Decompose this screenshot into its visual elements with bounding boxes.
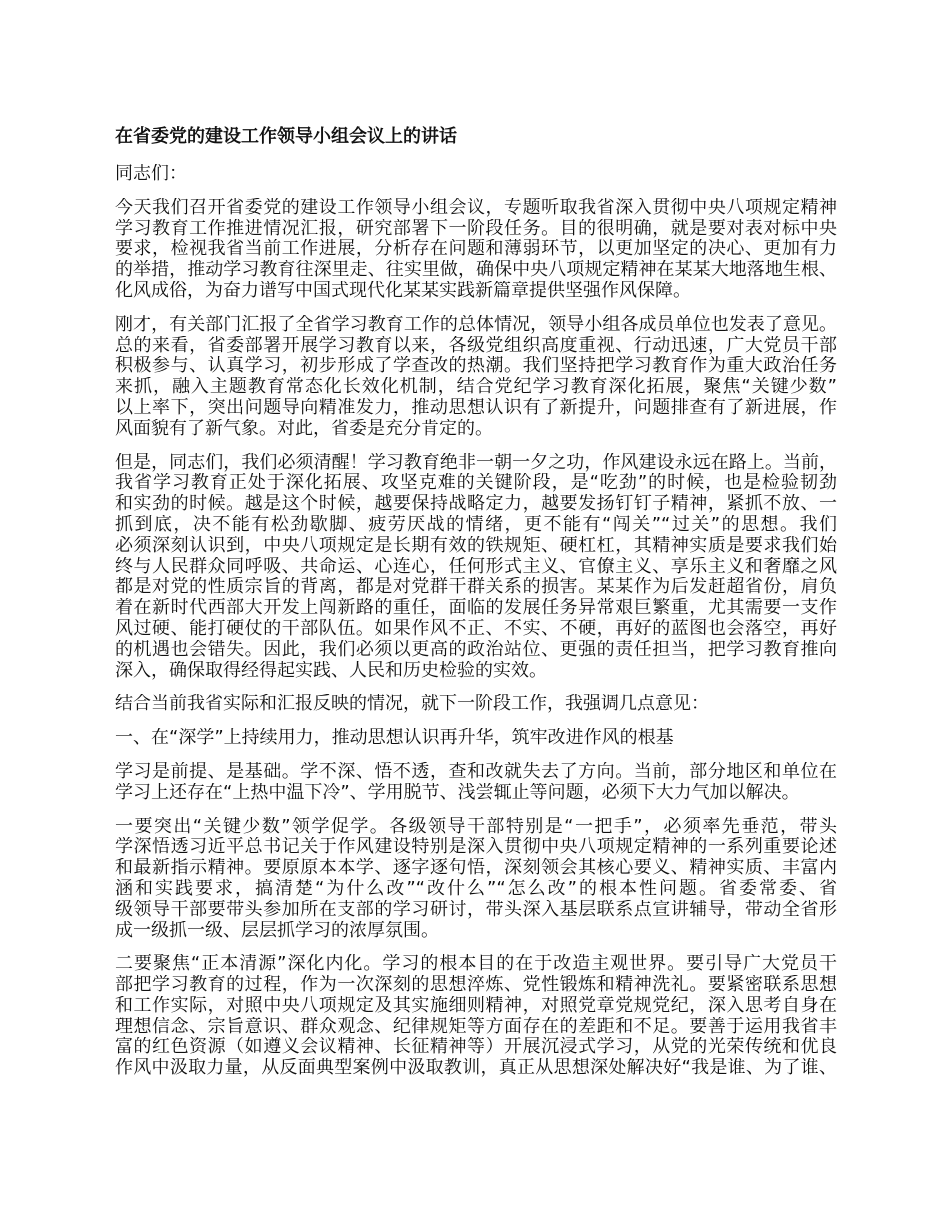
- paragraph-line: 都是对党的性质宗旨的背离，都是对党群干群关系的损害。某某作为后发赶超省份，肩负: [115, 577, 837, 598]
- paragraph-line: 要求，检视我省当前工作进展，分析存在问题和薄弱环节，以更加坚定的决心、更加有力: [115, 239, 837, 260]
- paragraph-line: 终与人民群众同呼吸、共命运、心连心，任何形式主义、官僚主义、享乐主义和奢靡之风: [115, 556, 837, 577]
- paragraph-line: 理想信念、宗旨意识、群众观念、纪律规矩等方面存在的差距和不足。要善于运用我省丰: [115, 1016, 837, 1037]
- paragraph-line: 和最新指示精神。要原原本本学、逐字逐句悟，深刻领会其核心要义、精神实质、丰富内: [115, 858, 837, 879]
- paragraph-line: 的机遇也会错失。因此，我们必须以更高的政治站位、更强的责任担当，把学习教育推向: [115, 639, 837, 660]
- paragraph-line: 作风中汲取力量，从反面典型案例中汲取教训，真正从思想深处解决好“我是谁、为了谁、: [115, 1058, 837, 1079]
- paragraph-line: 但是，同志们，我们必须清醒！学习教育绝非一朝一夕之功，作风建设永远在路上。当前，: [115, 452, 837, 473]
- salutation: [115, 164, 837, 185]
- paragraph: [115, 694, 837, 715]
- paragraph-line: 学习是前提、是基础。学不深、悟不透，查和改就失去了方向。当前，部分地区和单位在: [115, 761, 837, 782]
- paragraph: [115, 315, 837, 440]
- paragraph-line: 级领导干部要带头参加所在支部的学习研讨，带头深入基层联系点宣讲辅导，带动全省形: [115, 899, 837, 920]
- paragraph-line: 学深悟透习近平总书记关于作风建设特别是深入贯彻中央八项规定精神的一系列重要论述: [115, 837, 837, 858]
- paragraph-line: 学习上还存在“上热中温下冷”、学用脱节、浅尝辄止等问题，必须下大力气加以解决。: [115, 782, 800, 803]
- paragraph-line: 的举措，推动学习教育往深里走、往实里做，确保中央八项规定精神在某某大地落地生根、: [115, 260, 837, 281]
- paragraph-line: 以上率下，突出问题导向精准发力，推动思想认识有了新提升，问题排查有了新进展，作: [115, 397, 837, 418]
- salutation-text: 同志们：: [115, 164, 187, 184]
- paragraph-line: 化风成俗，为奋力谱写中国式现代化某某实践新篇章提供坚强作风保障。: [115, 280, 691, 301]
- paragraph: [115, 728, 837, 749]
- paragraph-line: 二要聚焦“正本清源”深化内化。学习的根本目的在于改造主观世界。要引导广大党员干: [115, 954, 837, 975]
- paragraph-line: 和工作实际，对照中央八项规定及其实施细则精神，对照党章党规党纪，深入思考自身在: [115, 995, 837, 1016]
- paragraph: [115, 198, 837, 302]
- paragraph-line: 部把学习教育的过程，作为一次深刻的思想淬炼、党性锻炼和精神洗礼。要紧密联系思想: [115, 975, 837, 996]
- paragraph: [115, 762, 837, 804]
- paragraph-line: 成一级抓一级、层层抓学习的浓厚氛围。: [115, 920, 439, 941]
- paragraph-line: 来抓，融入主题教育常态化长效化机制，结合党纪学习教育深化拓展，聚焦“关键少数”: [115, 377, 837, 398]
- paragraph: [115, 453, 837, 682]
- paragraph-line: 富的红色资源（如遵义会议精神、长征精神等）开展沉浸式学习，从党的光荣传统和优良: [115, 1037, 837, 1058]
- paragraph-line: 今天我们召开省委党的建设工作领导小组会议，专题听取我省深入贯彻中央八项规定精神: [115, 197, 837, 218]
- paragraph-line: 我省学习教育正处于深化拓展、攻坚克难的关键阶段，是“吃劲”的时候，也是检验韧劲: [115, 473, 837, 494]
- paragraph-line: 必须深刻认识到，中央八项规定是长期有效的铁规矩、硬杠杠，其精神实质是要求我们始: [115, 535, 837, 556]
- paragraph-line: 涵和实践要求，搞清楚“为什么改”“改什么”“怎么改”的根本性问题。省委常委、省: [115, 878, 837, 899]
- paragraph-line: 着在新时代西部大开发上闯新路的重任，面临的发展任务异常艰巨繁重，尤其需要一支作: [115, 598, 837, 619]
- paragraph-line: 和实劲的时候。越是这个时候，越要保持战略定力，越要发扬钉钉子精神，紧抓不放、一: [115, 494, 837, 515]
- paragraph-line: 刚才，有关部门汇报了全省学习教育工作的总体情况，领导小组各成员单位也发表了意见。: [115, 314, 837, 335]
- paragraph-line: 总的来看，省委部署开展学习教育以来，各级党组织高度重视、行动迅速，广大党员干部: [115, 335, 837, 356]
- paragraph-line: 学习教育工作推进情况汇报，研究部署下一阶段任务。目的很明确，就是要对表对标中央: [115, 218, 837, 239]
- paragraph-line: 风过硬、能打硬仗的干部队伍。如果作风不正、不实、不硬，再好的蓝图也会落空，再好: [115, 618, 837, 639]
- paragraph-line: 积极参与、认真学习，初步形成了学查改的热潮。我们坚持把学习教育作为重大政治任务: [115, 356, 837, 377]
- paragraph-line: 一、在“深学”上持续用力，推动思想认识再升华，筑牢改进作风的根基: [115, 728, 674, 749]
- document-body: [115, 126, 837, 1092]
- document-title: 在省委党的建设工作领导小组会议上的讲话: [115, 126, 457, 147]
- paragraph-line: 一要突出“关键少数”领学促学。各级领导干部特别是“一把手”，必须率先垂范，带头: [115, 816, 837, 837]
- paragraph: [115, 817, 837, 942]
- paragraph-line: 结合当前我省实际和汇报反映的情况，就下一阶段工作，我强调几点意见：: [115, 694, 709, 715]
- paragraph-line: 深入，确保取得经得起实践、人民和历史检验的实效。: [115, 660, 547, 681]
- paragraph-line: 风面貌有了新气象。对此，省委是充分肯定的。: [115, 418, 493, 439]
- paragraph: [115, 954, 837, 1079]
- paragraph-line: 抓到底，决不能有松劲歇脚、疲劳厌战的情绪，更不能有“闯关”“过关”的思想。我们: [115, 514, 837, 535]
